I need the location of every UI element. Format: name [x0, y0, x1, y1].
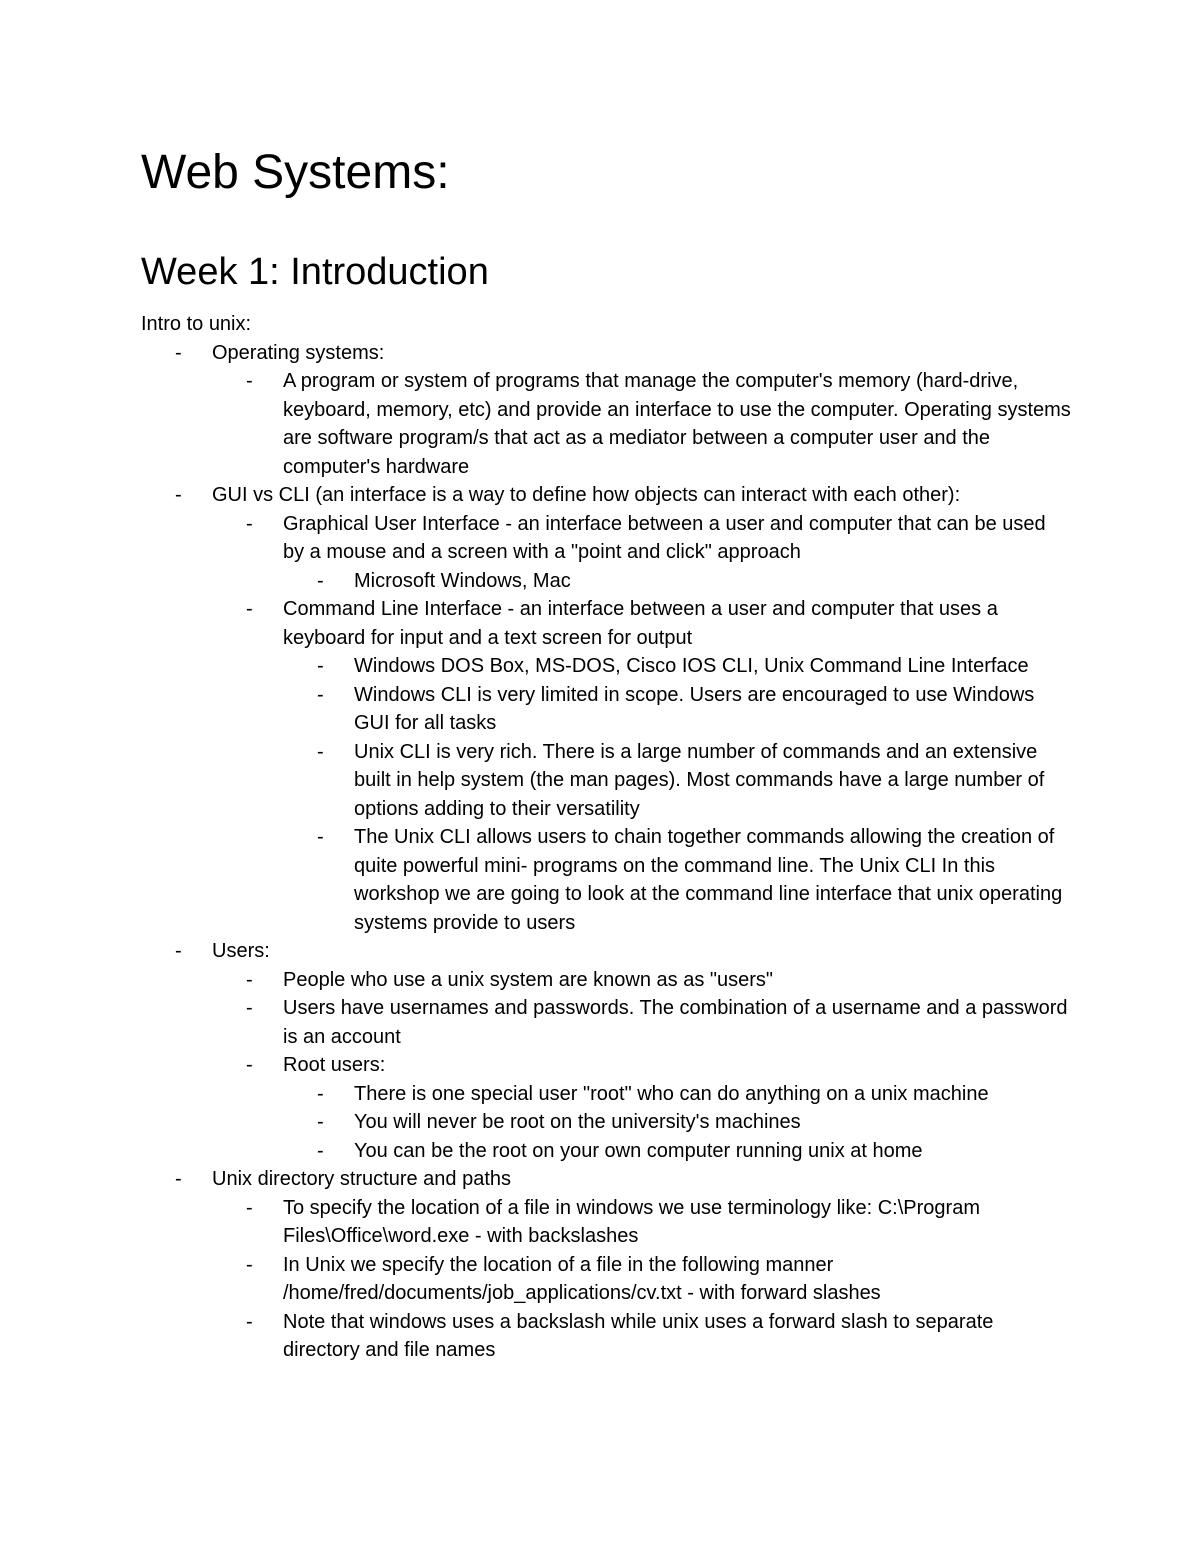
list-item-text: Operating systems: — [212, 341, 385, 364]
list-item-text: Users have usernames and passwords. The combination of a username and a password is an account — [283, 997, 1068, 1048]
list-item — [175, 1165, 1071, 1365]
list-item-text: People who use a unix system are known as as "users" — [283, 968, 773, 991]
list-item-text: Note that windows uses a backslash while unix uses a forward slash to separate directory and file names — [283, 1310, 994, 1361]
list-item-text: Unix directory structure and paths — [212, 1168, 512, 1190]
outline-level-2 — [212, 1194, 1071, 1365]
bullet-dash: - — [317, 826, 324, 848]
bullet-dash: - — [175, 1168, 182, 1190]
list-item-text: Graphical User Interface - an interface between a user and computer that can be used by a mouse and a screen with a "point and click" approach — [283, 512, 1046, 563]
list-item — [175, 937, 1071, 1165]
list-item — [317, 681, 1071, 738]
bullet-dash: - — [246, 370, 253, 392]
bullet-dash: - — [246, 1253, 253, 1276]
bullet-dash: - — [246, 997, 253, 1019]
outline-level-3 — [283, 1080, 1071, 1166]
section-heading: Week 1: Introduction — [141, 251, 489, 293]
outline-list — [141, 339, 1071, 1365]
list-item — [246, 510, 1071, 596]
bullet-dash: - — [246, 1054, 253, 1076]
bullet-dash: - — [317, 1111, 324, 1133]
outline-level-2 — [212, 966, 1071, 1166]
list-item-text: Unix CLI is very rich. There is a large number of commands and an extensive built in help system (the man pages). Most commands have a large number of options adding to their versatility — [354, 740, 1045, 820]
list-item — [246, 367, 1071, 481]
list-item-text: To specify the location of a file in windows we use terminology like: C:\Program Files\Office\word.exe - with backslashes — [283, 1196, 980, 1247]
list-item-text: There is one special user "root" who can do anything on a unix machine — [354, 1082, 989, 1105]
outline-level-2 — [212, 510, 1071, 938]
list-item — [246, 1251, 1071, 1308]
list-item — [246, 1308, 1071, 1365]
list-item — [246, 1194, 1071, 1251]
list-item — [317, 1108, 1071, 1137]
notes-body — [141, 310, 1071, 1365]
list-item-text: Users: — [212, 940, 270, 962]
list-item — [246, 994, 1071, 1051]
list-item-text: Windows DOS Box, MS-DOS, Cisco IOS CLI, Unix Command Line Interface — [354, 655, 1029, 677]
list-item-text: You will never be root on the university's machines — [354, 1111, 801, 1133]
list-item-text: Root users: — [283, 1054, 386, 1076]
bullet-dash: - — [317, 569, 324, 592]
list-item — [246, 595, 1071, 937]
list-item — [317, 1137, 1071, 1166]
list-item — [175, 339, 1071, 482]
bullet-dash: - — [175, 484, 182, 506]
list-item — [175, 481, 1071, 937]
list-item — [317, 1080, 1071, 1109]
outline-level-3 — [283, 567, 1071, 596]
list-item-text: In Unix we specify the location of a file in the following manner /home/fred/documents/job_applications/cv.txt - with forward slashes — [283, 1253, 881, 1304]
list-item-text: A program or system of programs that manage the computer's memory (hard-drive, keyboard, memory, etc) and provide an interface to use the computer. Operating systems are software program/s that act as a mediator between a computer user and the computer's hardware — [283, 370, 1071, 478]
bullet-dash: - — [246, 598, 253, 620]
bullet-dash: - — [175, 341, 182, 364]
list-item-text: Command Line Interface - an interface between a user and computer that uses a keyboard for input and a text screen for output — [283, 598, 998, 649]
bullet-dash: - — [246, 1310, 253, 1333]
bullet-dash: - — [317, 655, 324, 677]
list-item — [317, 567, 1071, 596]
list-item-text: GUI vs CLI (an interface is a way to define how objects can interact with each other): — [212, 484, 961, 506]
list-item-text: You can be the root on your own computer running unix at home — [354, 1139, 923, 1162]
bullet-dash: - — [175, 940, 182, 962]
list-item — [317, 652, 1071, 681]
bullet-dash: - — [246, 1196, 253, 1219]
list-item — [317, 823, 1071, 937]
list-item — [246, 1051, 1071, 1165]
bullet-dash: - — [317, 1139, 324, 1162]
list-item — [246, 966, 1071, 995]
list-item-text: Microsoft Windows, Mac — [354, 569, 571, 592]
bullet-dash: - — [317, 740, 324, 763]
bullet-dash: - — [317, 683, 324, 706]
list-item-text: Windows CLI is very limited in scope. Users are encouraged to use Windows GUI for all tasks — [354, 683, 1035, 734]
intro-line: Intro to unix: — [141, 313, 252, 335]
bullet-dash: - — [246, 968, 253, 991]
list-item-text: The Unix CLI allows users to chain together commands allowing the creation of quite powerful mini- programs on the command line. The Unix CLI In this workshop we are going to look at the command line interface that unix operating systems provide to users — [354, 826, 1063, 934]
list-item — [317, 738, 1071, 824]
bullet-dash: - — [246, 512, 253, 535]
bullet-dash: - — [317, 1082, 324, 1105]
outline-level-3 — [283, 652, 1071, 937]
document-title: Web Systems: — [141, 146, 450, 199]
outline-level-2 — [212, 367, 1071, 481]
